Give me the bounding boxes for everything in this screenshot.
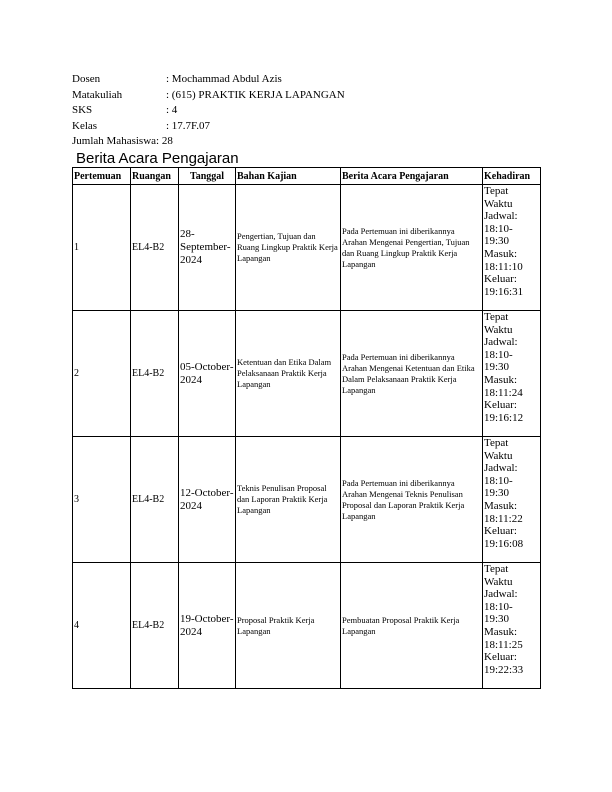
kehadiran-line: Waktu: [484, 575, 513, 588]
cell-ruangan: EL4-B2: [131, 563, 179, 689]
cell-pertemuan: 3: [73, 437, 131, 563]
header-kehadiran: Kehadiran: [483, 168, 541, 185]
kehadiran-line: 19:16:12: [484, 411, 524, 424]
jumlah-value: : 28: [156, 135, 173, 147]
matakuliah-row: [72, 88, 345, 104]
table-row: [73, 563, 541, 689]
kehadiran-line: Jadwal:: [484, 588, 518, 601]
cell-tanggal: 19-October-2024: [179, 563, 236, 689]
cell-kehadiran: [483, 185, 541, 311]
kehadiran-line: Jadwal:: [484, 462, 518, 475]
cell-kehadiran: [483, 311, 541, 437]
cell-berita-acara: Pembuatan Proposal Praktik Kerja Lapangan: [341, 563, 483, 689]
cell-ruangan: EL4-B2: [131, 437, 179, 563]
kehadiran-line: 19:16:08: [484, 537, 524, 550]
kehadiran-line: Keluar:: [484, 399, 517, 412]
cell-pertemuan: 2: [73, 311, 131, 437]
kehadiran-line: 19:30: [484, 487, 510, 500]
kehadiran-line: Keluar:: [484, 273, 517, 286]
cell-berita-acara: Pada Pertemuan ini diberikannya Arahan Mengenai Ketentuan dan Etika Dalam Pelaksanaan Praktik Kerja Lapangan: [341, 311, 483, 437]
cell-tanggal: 12-October-2024: [179, 437, 236, 563]
kehadiran-line: Tepat: [484, 563, 509, 575]
kehadiran-line: 19:30: [484, 613, 510, 626]
kehadiran-line: Masuk:: [484, 625, 517, 638]
header-ruangan: Ruangan: [131, 168, 179, 185]
kehadiran-line: 18:10-: [484, 600, 513, 613]
kelas-label: Kelas: [72, 119, 98, 132]
dosen-label: Dosen: [72, 73, 101, 85]
cell-berita-acara: Pada Pertemuan ini diberikannya Arahan Mengenai Teknis Penulisan Proposal dan Laporan Praktik Kerja Lapangan: [341, 437, 483, 563]
kehadiran-line: Waktu: [484, 323, 513, 336]
cell-tanggal: 28-September-2024: [179, 185, 236, 311]
kehadiran-line: Keluar:: [484, 651, 517, 664]
cell-tanggal: 05-October-2024: [179, 311, 236, 437]
header-bahan-kajian: Bahan Kajian: [236, 168, 341, 185]
kehadiran-line: Waktu: [484, 197, 513, 210]
header-pertemuan: Pertemuan: [73, 168, 131, 185]
matakuliah-label: Matakuliah: [72, 88, 123, 101]
kehadiran-line: Jadwal:: [484, 210, 518, 223]
table-row: [73, 185, 541, 311]
cell-bahan-kajian: Pengertian, Tujuan dan Ruang Lingkup Praktik Kerja Lapangan: [236, 185, 341, 311]
dosen-row: [72, 72, 345, 88]
kehadiran-line: Masuk:: [484, 499, 517, 512]
sks-label: SKS: [72, 104, 93, 116]
kehadiran-line: Keluar:: [484, 525, 517, 538]
kehadiran-line: 18:11:22: [484, 512, 523, 525]
kehadiran-line: 18:11:10: [484, 260, 523, 273]
kehadiran-line: Tepat: [484, 185, 509, 197]
kehadiran-line: Masuk:: [484, 373, 517, 386]
table-row: [73, 437, 541, 563]
berita-acara-table: [72, 167, 541, 689]
table-row: [73, 311, 541, 437]
header-tanggal: Tanggal: [179, 168, 236, 185]
kehadiran-line: Tepat: [484, 311, 509, 323]
cell-kehadiran: [483, 563, 541, 689]
kehadiran-line: 19:30: [484, 235, 510, 248]
kelas-value: : 17.7F.07: [166, 119, 211, 132]
page-title: Berita Acara Pengajaran: [76, 150, 239, 167]
cell-bahan-kajian: Proposal Praktik Kerja Lapangan: [236, 563, 341, 689]
kehadiran-line: Jadwal:: [484, 336, 518, 349]
kehadiran-line: Tepat: [484, 437, 509, 449]
kehadiran-line: 18:10-: [484, 474, 513, 487]
jumlah-row: [72, 134, 345, 150]
cell-ruangan: EL4-B2: [131, 311, 179, 437]
cell-kehadiran: [483, 437, 541, 563]
kehadiran-line: 19:30: [484, 361, 510, 374]
kelas-row: [72, 119, 345, 135]
dosen-value: : Mochammad Abdul Azis: [166, 73, 282, 85]
cell-pertemuan: 4: [73, 563, 131, 689]
kehadiran-line: 18:10-: [484, 348, 513, 361]
cell-ruangan: EL4-B2: [131, 185, 179, 311]
kehadiran-line: 19:16:31: [484, 285, 524, 298]
kehadiran-line: 18:11:24: [484, 386, 523, 399]
kehadiran-line: 19:22:33: [484, 663, 524, 676]
kehadiran-line: 18:11:25: [484, 638, 523, 651]
cell-bahan-kajian: Teknis Penulisan Proposal dan Laporan Praktik Kerja Lapangan: [236, 437, 341, 563]
kehadiran-line: Waktu: [484, 449, 513, 462]
table-header-row: [73, 168, 541, 185]
header-berita-acara: Berita Acara Pengajaran: [341, 168, 483, 185]
jumlah-label: Jumlah Mahasiswa: [72, 135, 157, 147]
kehadiran-line: Masuk:: [484, 247, 517, 260]
sks-value: : 4: [166, 104, 178, 116]
course-info: [72, 72, 345, 150]
cell-berita-acara: Pada Pertemuan ini diberikannya Arahan Mengenai Pengertian, Tujuan dan Ruang Lingkup Praktik Kerja Lapangan: [341, 185, 483, 311]
cell-pertemuan: 1: [73, 185, 131, 311]
kehadiran-line: 18:10-: [484, 222, 513, 235]
cell-bahan-kajian: Ketentuan dan Etika Dalam Pelaksanaan Praktik Kerja Lapangan: [236, 311, 341, 437]
matakuliah-value: : (615) PRAKTIK KERJA LAPANGAN: [166, 88, 345, 101]
sks-row: [72, 103, 345, 119]
